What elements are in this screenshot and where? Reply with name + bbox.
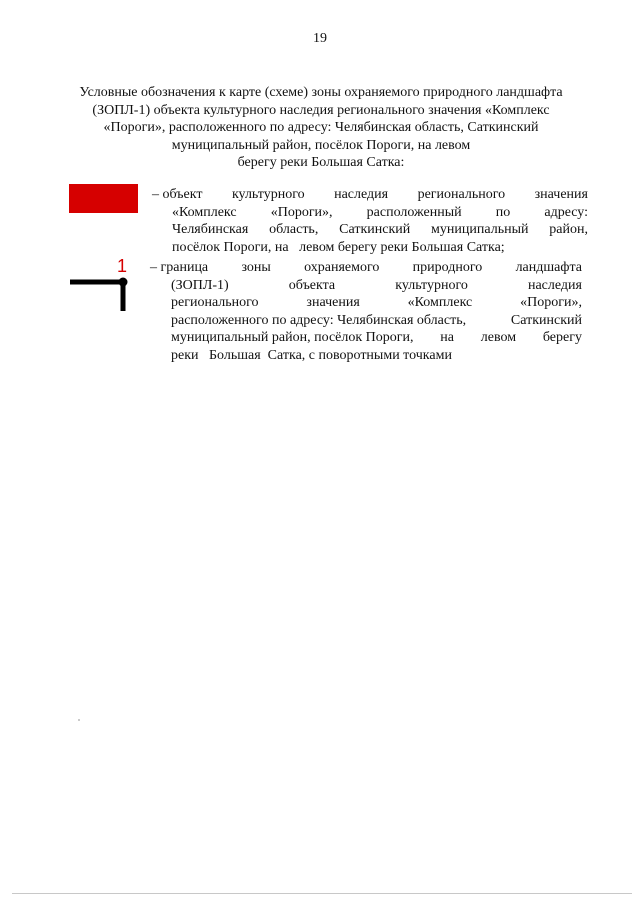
legend-text-line: [150, 347, 582, 365]
title-line: берегу реки Большая Сатка:: [237, 155, 405, 170]
word: район,: [549, 222, 588, 237]
page-bottom-edge: [12, 893, 632, 894]
word: расположенный: [366, 204, 462, 220]
word: левом: [480, 330, 517, 345]
word: «Комплекс: [407, 295, 473, 310]
word: «Пороги»,: [520, 295, 582, 310]
word: культурного: [395, 277, 468, 293]
word: охраняемого: [304, 260, 380, 275]
word: – объект: [152, 187, 203, 202]
word: берегу: [542, 330, 582, 345]
word: значения: [306, 295, 360, 310]
word: культурного: [231, 187, 305, 202]
word: Челябинская: [172, 222, 249, 237]
word: ландшафта: [515, 260, 582, 275]
title-line: муниципальный район, посёлок Пороги, на левом: [171, 137, 471, 153]
legend-text-line: [152, 239, 588, 257]
title-line: (ЗОПЛ-1) объекта культурного наследия регионального значения «Комплекс: [92, 102, 550, 118]
title-line: Условные обозначения к карте (схеме) зоны охраняемого природного ландшафта: [79, 85, 563, 100]
word: муниципальный район, посёлок Пороги,: [171, 330, 414, 345]
word: адресу:: [544, 204, 588, 220]
word: регионального: [171, 295, 259, 310]
page-number: 19: [313, 31, 327, 46]
word: (ЗОПЛ-1): [171, 277, 229, 293]
legend-item-heritage-object: [152, 186, 588, 256]
word: по: [495, 204, 511, 220]
word: Саткинский: [339, 222, 411, 237]
word: зоны: [241, 260, 271, 275]
word: посёлок Пороги, на левом берегу реки Большая Сатка;: [172, 239, 505, 255]
word: «Комплекс: [172, 204, 237, 220]
word: – граница: [150, 260, 209, 275]
word: регионального: [417, 187, 506, 202]
turning-point-number: 1: [116, 256, 128, 276]
legend-text-line: [150, 277, 582, 295]
turning-point-dot: [119, 278, 128, 287]
legend-text-line: [150, 259, 582, 277]
title-line: «Пороги», расположенного по адресу: Челябинская область, Саткинский: [103, 120, 539, 135]
word: на: [440, 330, 455, 345]
legend-text-line: [150, 294, 582, 312]
word: область,: [269, 222, 319, 237]
word: реки Большая Сатка, с поворотными точками: [171, 347, 452, 363]
boundary-turning-point-icon: [70, 255, 140, 315]
legend-text-line: [152, 204, 588, 222]
legend-text-line: [152, 221, 588, 239]
legend-text-line: [152, 186, 588, 204]
word: природного: [412, 260, 483, 275]
word: наследия: [334, 187, 389, 202]
legend-text-line: [150, 312, 582, 330]
legend-text-line: [150, 329, 582, 347]
word: расположенного по адресу: Челябинская область,: [171, 312, 467, 328]
word: «Пороги»,: [270, 204, 333, 220]
legend-title: [60, 84, 582, 172]
word: наследия: [527, 277, 582, 293]
heritage-object-swatch: [69, 184, 138, 213]
word: Саткинский: [510, 312, 582, 328]
legend-item-boundary: [150, 259, 582, 364]
word: муниципальный: [431, 222, 529, 237]
scan-speck: [78, 719, 80, 721]
word: объекта: [288, 277, 336, 293]
word: значения: [534, 187, 588, 202]
